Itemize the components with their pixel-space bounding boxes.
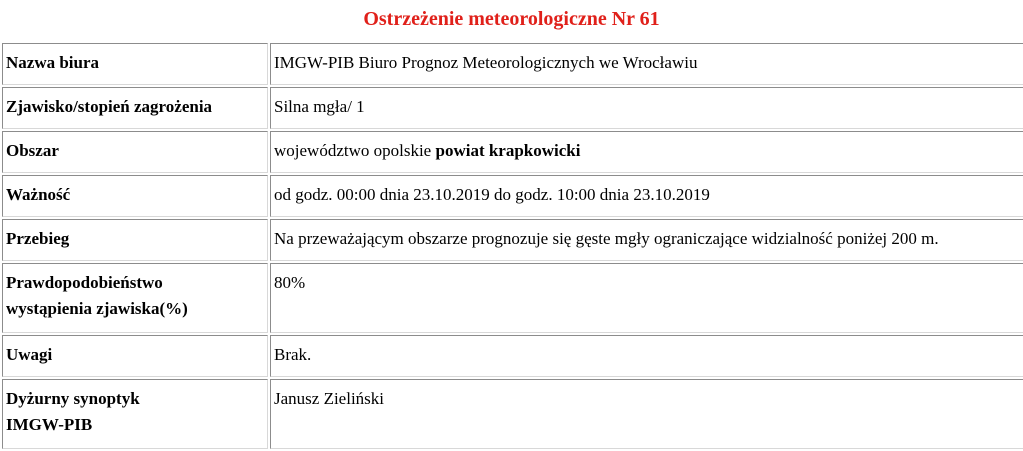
table-row-probability [2, 263, 1023, 333]
table-row-course [2, 219, 1023, 261]
row-label-line2: IMGW-PIB [6, 415, 93, 434]
area-voivodeship: województwo opolskie [274, 141, 436, 160]
row-value: Brak. [270, 335, 1023, 377]
row-value: IMGW-PIB Biuro Prognoz Meteorologicznych we Wrocławiu [270, 43, 1023, 85]
table-row-phenomenon [2, 87, 1023, 129]
table-row-office [2, 43, 1023, 85]
page-title: Ostrzeżenie meteorologiczne Nr 61 [363, 8, 660, 30]
row-label [2, 379, 268, 449]
table-row-validity [2, 175, 1023, 217]
row-value: Silna mgła/ 1 [270, 87, 1023, 129]
row-label: Nazwa biura [2, 43, 268, 85]
row-label-line2: wystąpienia zjawiska(%) [6, 299, 188, 318]
row-label: Przebieg [2, 219, 268, 261]
row-value: 80% [270, 263, 1023, 333]
table-row-forecaster [2, 379, 1023, 449]
table-row-remarks [2, 335, 1023, 377]
row-label [2, 263, 268, 333]
row-label: Zjawisko/stopień zagrożenia [2, 87, 268, 129]
warning-table [0, 41, 1023, 451]
row-value: Na przeważającym obszarze prognozuje się gęste mgły ograniczające widzialność poniżej 200 m. [270, 219, 1023, 261]
row-label-line1: Prawdopodobieństwo [6, 273, 163, 292]
row-label: Obszar [2, 131, 268, 173]
row-value: Janusz Zieliński [270, 379, 1023, 449]
area-county: powiat krapkowicki [435, 141, 581, 160]
row-label: Ważność [2, 175, 268, 217]
table-row-area [2, 131, 1023, 173]
row-value [270, 131, 1023, 173]
row-value: od godz. 00:00 dnia 23.10.2019 do godz. 10:00 dnia 23.10.2019 [270, 175, 1023, 217]
row-label-line1: Dyżurny synoptyk [6, 389, 140, 408]
row-label: Uwagi [2, 335, 268, 377]
